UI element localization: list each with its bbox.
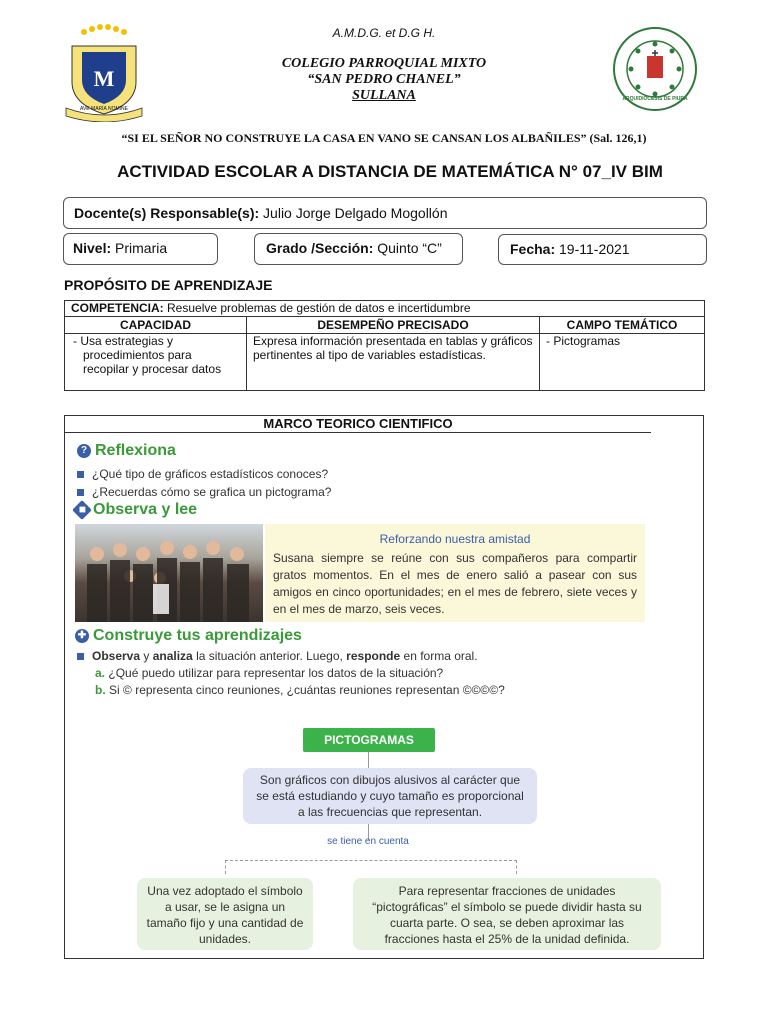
desempeno-text: Expresa información presentada en tablas y gráficos pertinentes al tipo de variables estadísticas. xyxy=(253,334,533,362)
motto-top: A.M.D.G. et D.G H. xyxy=(332,26,436,40)
grado-label: Grado /Sección: xyxy=(266,240,374,256)
construye-intro: Observa y analiza la situación anterior. Luego, responde en forma oral. xyxy=(77,649,478,663)
consortium-seal-right xyxy=(612,26,698,112)
story-title: Reforzando nuestra amistad xyxy=(379,532,531,546)
quote-text: “SI EL SEÑOR NO CONSTRUYE LA CASA EN VANO SE CANSAN LOS ALBAÑILES” xyxy=(121,131,587,145)
quote-reference: (Sal. 126,1) xyxy=(589,131,647,145)
competencia-value: Resuelve problemas de gestión de datos e incertidumbre xyxy=(167,301,471,315)
school-city: SULLANA xyxy=(352,88,416,103)
competencia-row xyxy=(64,300,705,317)
school-name-line2: “SAN PEDRO CHANEL” xyxy=(307,72,461,87)
svg-text:M: M xyxy=(93,66,115,91)
proposito-table xyxy=(64,300,705,391)
capacidad-text: - Usa estrategias y procedimientos para recopilar y procesar datos xyxy=(73,334,222,376)
school-crest-left xyxy=(64,22,144,122)
nivel-value: Primaria xyxy=(115,240,168,256)
docente-box xyxy=(63,197,707,229)
capacidad-cell xyxy=(64,333,247,391)
bible-quote xyxy=(40,131,728,146)
reflexiona-item: ¿Recuerdas cómo se grafica un pictograma? xyxy=(77,485,331,499)
nivel-label: Nivel: xyxy=(73,240,112,256)
grado-value: Quinto “C” xyxy=(377,240,442,256)
marco-frame xyxy=(64,415,704,959)
campo-cell xyxy=(539,333,705,391)
seal-text-bottom: ARQUIDIÓCESIS DE PIURA xyxy=(622,96,688,102)
question-a: a. ¿Qué puedo utilizar para representar los datos de la situación? xyxy=(95,666,444,680)
question-icon: ? xyxy=(77,444,91,458)
page-title: ACTIVIDAD ESCOLAR A DISTANCIA DE MATEMÁTICA N° 07_IV BIM xyxy=(117,162,663,181)
nivel-box xyxy=(63,233,218,265)
fecha-value: 19-11-2021 xyxy=(559,241,630,257)
reflexiona-item: ¿Qué tipo de gráficos estadísticos conoces? xyxy=(77,467,328,481)
eye-diamond-icon: ◆ xyxy=(72,500,92,520)
connector-line-branch xyxy=(225,860,517,874)
observa-heading xyxy=(75,501,197,519)
square-bullet-icon xyxy=(77,489,84,496)
proposito-heading: PROPÓSITO DE APRENDIZAJE xyxy=(64,277,273,293)
reflexiona-title: Reflexiona xyxy=(95,442,176,459)
square-bullet-icon xyxy=(77,471,84,478)
col-header-desempeno: DESEMPEÑO PRECISADO xyxy=(246,316,540,334)
friends-group-photo xyxy=(75,524,263,622)
desempeno-cell xyxy=(246,333,540,391)
competencia-label: COMPETENCIA: xyxy=(71,301,164,315)
question-b: b. Si © representa cinco reuniones, ¿cuántas reuniones representan ©©©©? xyxy=(95,683,505,697)
se-tiene-label: se tiene en cuenta xyxy=(327,836,409,847)
fecha-label: Fecha: xyxy=(510,241,556,257)
story-text: Susana siempre se reúne con sus compañeros para compartir gratos momentos. En el mes de enero salió a pasear con sus amigos en cinco oportunidades; en el mes de febrero, siete veces y en el mes de marzo, seis veces. xyxy=(273,551,637,616)
docente-label: Docente(s) Responsable(s): xyxy=(74,205,260,221)
fecha-box xyxy=(498,234,707,265)
reflexiona-heading xyxy=(77,442,176,460)
rule-box-right: Para representar fracciones de unidades “pictográficas” el símbolo se puede dividir hasta su cuarta parte. O sea, se deben aproximar las fracciones hasta el 25% de la unidad definida. xyxy=(353,878,661,950)
col-header-campo: CAMPO TEMÁTICO xyxy=(539,316,705,334)
school-name-line1: COLEGIO PARROQUIAL MIXTO xyxy=(281,56,487,71)
pictogramas-definition: Son gráficos con dibujos alusivos al carácter que se está estudiando y cuyo tamaño es proporcional a las frecuencias que representan. xyxy=(243,768,537,824)
square-bullet-icon xyxy=(77,653,84,660)
connector-line-top xyxy=(368,752,369,768)
docente-value: Julio Jorge Delgado Mogollón xyxy=(263,205,448,221)
crest-banner-text: AVE MARÍA NOMINE xyxy=(80,106,128,112)
pictogramas-title-box: PICTOGRAMAS xyxy=(303,728,435,752)
construye-title: Construye tus aprendizajes xyxy=(93,627,302,644)
puzzle-icon: ✚ xyxy=(75,629,89,643)
rule-box-left: Una vez adoptado el símbolo a usar, se le asigna un tamaño fijo y una cantidad de unidades. xyxy=(137,878,313,950)
campo-text: - Pictogramas xyxy=(546,334,621,348)
construye-heading xyxy=(75,627,302,645)
observa-title: Observa y lee xyxy=(93,501,198,518)
grado-box xyxy=(254,233,463,265)
story-box xyxy=(265,524,645,622)
col-header-capacidad: CAPACIDAD xyxy=(64,316,247,334)
marco-heading: MARCO TEORICO CIENTIFICO xyxy=(65,416,651,433)
